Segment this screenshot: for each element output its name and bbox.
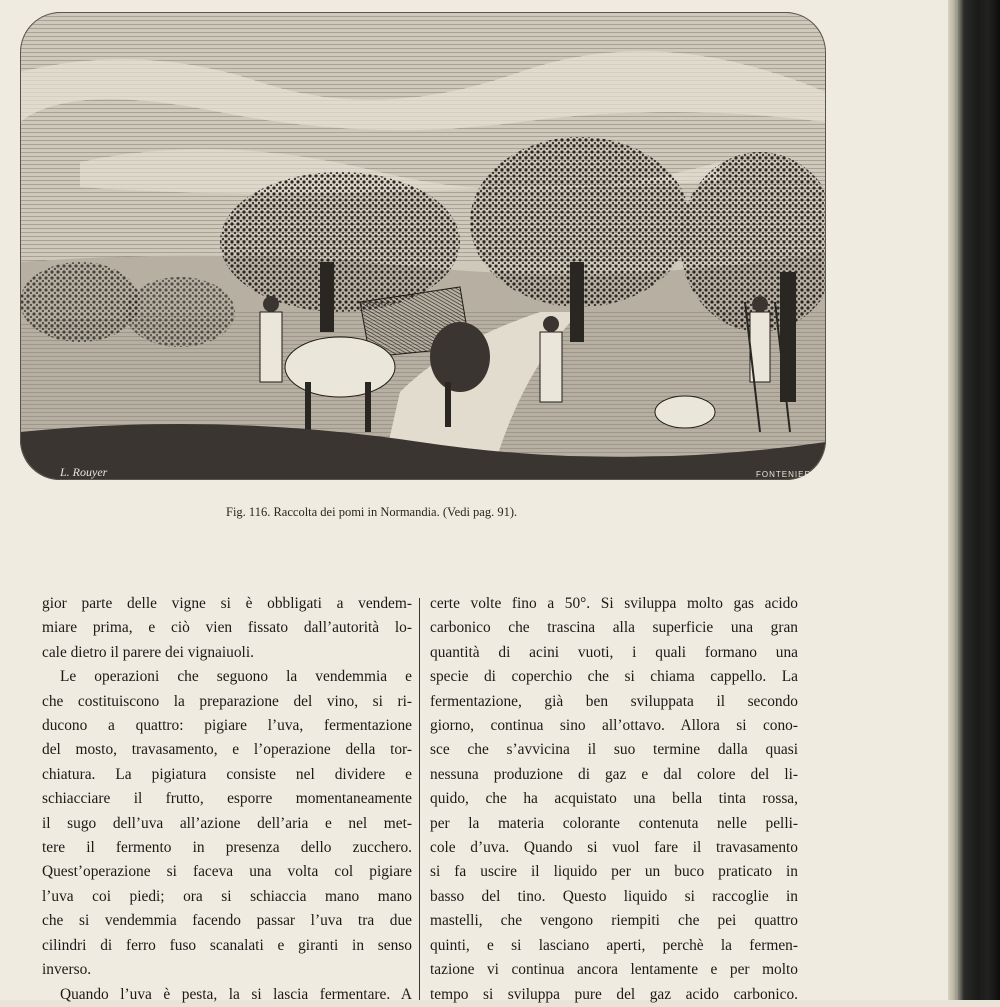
text-line: gior parte delle vigne si è obbligati a vendem- [42,595,412,612]
text-line: per la materia colorante contenuta nelle pelli- [430,814,798,832]
text-line: ducono a quattro: pigiare l’uva, fermentazione [42,717,412,735]
engraving-illustration [20,12,826,480]
text-line: quantità di acini vuoti, i quali formano una [430,643,798,661]
text-line: quinti, e si lasciano aperti, perchè la fermen- [430,936,798,954]
text-line: tere il fermento in presenza dello zucchero. [42,839,412,857]
text-line: che costituiscono la preparazione del vino, si ri- [42,692,412,710]
text-line: tazione vi continua ancora lentamente e per molto [430,961,798,979]
page-edge-stripe [956,0,958,1000]
text-line: carbonico che trascina alla superficie una gran [430,619,798,637]
text-line: cole d’uva. Quando si vuol fare il travasamento [430,839,798,857]
right-text-column [430,592,798,1007]
book-binding-edge [948,0,1000,1000]
text-line: basso del tino. Questo liquido si raccoglie in [430,887,798,905]
engraver-signature-left: L. Rouyer [60,465,108,479]
text-line: miare prima, e ciò vien fissato dall’autorità lo- [42,619,412,637]
text-line: tempo si sviluppa pure del gaz acido carbonico. [430,985,798,1003]
text-line: Le operazioni che seguono la vendemmia e [60,668,412,686]
apple-harvest-engraving [20,12,826,480]
text-line: Quest’operazione si faceva una volta col pigiare [42,863,412,881]
text-line: inverso. [42,961,92,979]
text-line: mastelli, che vengono riempiti che pei quattro [430,912,798,930]
text-line: cilindri di ferro fuso scanalati e giranti in senso [42,936,412,954]
text-line: nessuna produzione di gaz e dal colore del li- [430,765,798,783]
column-divider [419,598,420,1000]
text-line: del mosto, travasamento, e l’operazione della tor- [42,741,412,759]
text-line: giorno, continua sino all’ottavo. Allora si cono- [430,717,798,735]
left-text-column [42,592,412,1007]
text-line: che si vendemmia facendo passar l’uva tra due [42,912,412,930]
text-line: chiatura. La pigiatura consiste nel dividere e [42,765,412,783]
text-line: certe volte fino a 50°. Si sviluppa molto gas acido [430,595,798,612]
text-line: quido, che ha acquistato una bella tinta rossa, [430,790,798,808]
text-line: si fa uscire il liquido per un buco praticato in [430,863,798,881]
text-line: cale dietro il parere dei vignaiuoli. [42,643,254,661]
text-line: sce che s’avvicina il suo termine dalla quasi [430,741,798,759]
text-line: schiacciare il frutto, esporre momentaneamente [42,790,412,808]
text-line: l’uva coi piedi; ora si schiaccia mano mano [42,887,412,905]
text-line: Quando l’uva è pesta, la si lascia fermentare. A [60,985,412,1003]
text-line: specie di coperchio che si chiama cappello. La [430,668,798,686]
text-line: fermentazione, già ben sviluppata il secondo [430,692,798,710]
figure-caption: Fig. 116. Raccolta dei pomi in Normandia. (Vedi pag. 91). [226,505,518,519]
text-line: il sugo dell’uva all’azione dell’aria e nel met- [42,814,412,832]
engraver-signature-right: FONTENIER [756,470,812,479]
